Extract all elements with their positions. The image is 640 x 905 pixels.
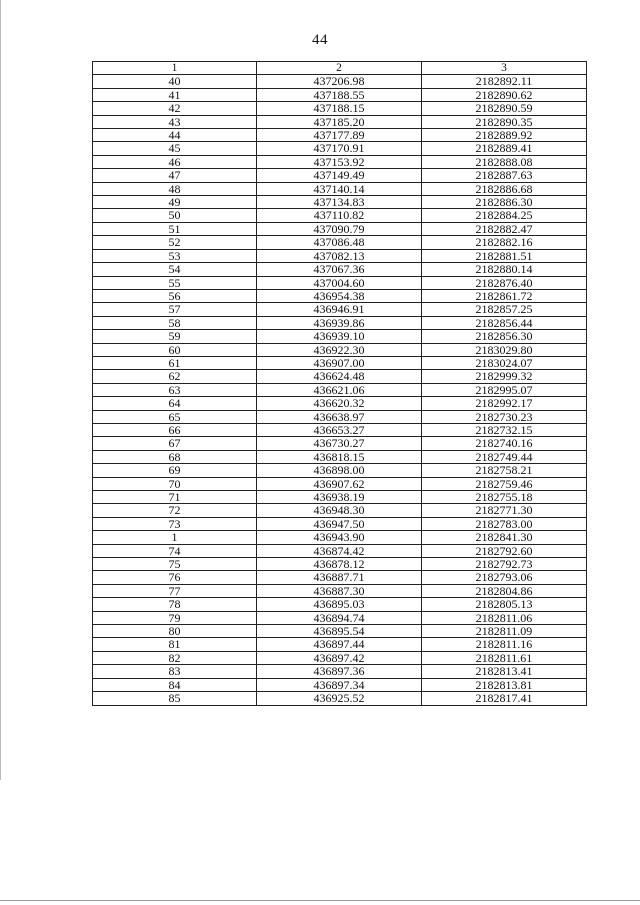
y-coordinate-cell: 2182805.13 — [422, 598, 587, 611]
point-number-cell: 48 — [93, 182, 257, 195]
point-number-cell: 85 — [93, 692, 257, 705]
point-number-cell: 40 — [93, 75, 257, 88]
coordinates-table — [92, 61, 587, 706]
x-coordinate-cell: 436946.91 — [257, 303, 422, 316]
x-coordinate-cell: 436620.32 — [257, 397, 422, 410]
x-coordinate-cell: 437206.98 — [257, 75, 422, 88]
x-coordinate-cell: 436621.06 — [257, 383, 422, 396]
point-number-cell: 84 — [93, 678, 257, 691]
table-row — [93, 169, 587, 182]
table-row — [93, 383, 587, 396]
y-coordinate-cell: 2182884.25 — [422, 209, 587, 222]
y-coordinate-cell: 2182992.17 — [422, 397, 587, 410]
x-coordinate-cell: 436878.12 — [257, 558, 422, 571]
x-coordinate-cell: 436948.30 — [257, 504, 422, 517]
point-number-cell: 75 — [93, 558, 257, 571]
y-coordinate-cell: 2182804.86 — [422, 584, 587, 597]
y-coordinate-cell: 2182886.30 — [422, 196, 587, 209]
x-coordinate-cell: 436954.38 — [257, 289, 422, 302]
page-number: 44 — [312, 32, 328, 48]
point-number-cell: 58 — [93, 316, 257, 329]
table-row — [93, 75, 587, 88]
x-coordinate-cell: 436887.30 — [257, 584, 422, 597]
y-coordinate-cell: 2182856.30 — [422, 330, 587, 343]
point-number-cell: 59 — [93, 330, 257, 343]
y-coordinate-cell: 2182732.15 — [422, 423, 587, 436]
point-number-cell: 57 — [93, 303, 257, 316]
y-coordinate-cell: 2182887.63 — [422, 169, 587, 182]
point-number-cell: 64 — [93, 397, 257, 410]
x-coordinate-cell: 436925.52 — [257, 692, 422, 705]
table-row — [93, 356, 587, 369]
x-coordinate-cell: 437149.49 — [257, 169, 422, 182]
point-number-cell: 79 — [93, 611, 257, 624]
point-number-cell: 63 — [93, 383, 257, 396]
y-coordinate-cell: 2182890.62 — [422, 88, 587, 101]
y-coordinate-cell: 2182888.08 — [422, 155, 587, 168]
table-row — [93, 142, 587, 155]
table-row — [93, 155, 587, 168]
column-header: 3 — [422, 62, 587, 75]
y-coordinate-cell: 2182740.16 — [422, 437, 587, 450]
x-coordinate-cell: 437153.92 — [257, 155, 422, 168]
x-coordinate-cell: 437086.48 — [257, 236, 422, 249]
y-coordinate-cell: 2182813.41 — [422, 665, 587, 678]
y-coordinate-cell: 2182755.18 — [422, 491, 587, 504]
y-coordinate-cell: 2182811.61 — [422, 651, 587, 664]
table-row — [93, 115, 587, 128]
y-coordinate-cell: 2182880.14 — [422, 263, 587, 276]
y-coordinate-cell: 2182817.41 — [422, 692, 587, 705]
point-number-cell: 74 — [93, 544, 257, 557]
table-row — [93, 665, 587, 678]
table-row — [93, 276, 587, 289]
point-number-cell: 62 — [93, 370, 257, 383]
table-row — [93, 558, 587, 571]
table-row — [93, 370, 587, 383]
table-row — [93, 410, 587, 423]
point-number-cell: 67 — [93, 437, 257, 450]
x-coordinate-cell: 436897.36 — [257, 665, 422, 678]
table-row — [93, 196, 587, 209]
point-number-cell: 65 — [93, 410, 257, 423]
x-coordinate-cell: 437004.60 — [257, 276, 422, 289]
x-coordinate-cell: 436894.74 — [257, 611, 422, 624]
x-coordinate-cell: 437134.83 — [257, 196, 422, 209]
x-coordinate-cell: 436943.90 — [257, 531, 422, 544]
table-row — [93, 464, 587, 477]
table-row — [93, 611, 587, 624]
table-row — [93, 263, 587, 276]
point-number-cell: 77 — [93, 584, 257, 597]
table-body — [93, 75, 587, 705]
table-row — [93, 289, 587, 302]
table-row — [93, 477, 587, 490]
table-row — [93, 437, 587, 450]
x-coordinate-cell: 437177.89 — [257, 129, 422, 142]
table-row — [93, 450, 587, 463]
point-number-cell: 71 — [93, 491, 257, 504]
x-coordinate-cell: 437090.79 — [257, 222, 422, 235]
x-coordinate-cell: 437082.13 — [257, 249, 422, 262]
y-coordinate-cell: 2182890.59 — [422, 102, 587, 115]
y-coordinate-cell: 2182813.81 — [422, 678, 587, 691]
y-coordinate-cell: 2182995.07 — [422, 383, 587, 396]
x-coordinate-cell: 436653.27 — [257, 423, 422, 436]
point-number-cell: 72 — [93, 504, 257, 517]
y-coordinate-cell: 2183024.07 — [422, 356, 587, 369]
y-coordinate-cell: 2182841.30 — [422, 531, 587, 544]
x-coordinate-cell: 436895.03 — [257, 598, 422, 611]
point-number-cell: 44 — [93, 129, 257, 142]
table-row — [93, 678, 587, 691]
point-number-cell: 54 — [93, 263, 257, 276]
scan-edge-line — [0, 0, 1, 780]
y-coordinate-cell: 2182792.60 — [422, 544, 587, 557]
table-row — [93, 504, 587, 517]
y-coordinate-cell: 2182811.09 — [422, 625, 587, 638]
y-coordinate-cell: 2182811.16 — [422, 638, 587, 651]
point-number-cell: 55 — [93, 276, 257, 289]
table-row — [93, 330, 587, 343]
table-row — [93, 692, 587, 705]
y-coordinate-cell: 2182889.92 — [422, 129, 587, 142]
y-coordinate-cell: 2182892.11 — [422, 75, 587, 88]
table-row — [93, 651, 587, 664]
point-number-cell: 76 — [93, 571, 257, 584]
x-coordinate-cell: 436897.42 — [257, 651, 422, 664]
y-coordinate-cell: 2182783.00 — [422, 517, 587, 530]
y-coordinate-cell: 2182999.32 — [422, 370, 587, 383]
x-coordinate-cell: 436897.44 — [257, 638, 422, 651]
x-coordinate-cell: 436947.50 — [257, 517, 422, 530]
point-number-cell: 68 — [93, 450, 257, 463]
x-coordinate-cell: 437185.20 — [257, 115, 422, 128]
x-coordinate-cell: 436624.48 — [257, 370, 422, 383]
x-coordinate-cell: 436907.00 — [257, 356, 422, 369]
x-coordinate-cell: 436898.00 — [257, 464, 422, 477]
y-coordinate-cell: 2182856.44 — [422, 316, 587, 329]
table-row — [93, 397, 587, 410]
point-number-cell: 69 — [93, 464, 257, 477]
y-coordinate-cell: 2183029.80 — [422, 343, 587, 356]
point-number-cell: 73 — [93, 517, 257, 530]
y-coordinate-cell: 2182886.68 — [422, 182, 587, 195]
x-coordinate-cell: 436939.10 — [257, 330, 422, 343]
x-coordinate-cell: 437140.14 — [257, 182, 422, 195]
table-row — [93, 625, 587, 638]
x-coordinate-cell: 436922.30 — [257, 343, 422, 356]
y-coordinate-cell: 2182882.16 — [422, 236, 587, 249]
point-number-cell: 53 — [93, 249, 257, 262]
x-coordinate-cell: 437170.91 — [257, 142, 422, 155]
x-coordinate-cell: 436874.42 — [257, 544, 422, 557]
table-row — [93, 544, 587, 557]
point-number-cell: 56 — [93, 289, 257, 302]
table-row — [93, 598, 587, 611]
point-number-cell: 41 — [93, 88, 257, 101]
x-coordinate-cell: 436818.15 — [257, 450, 422, 463]
point-number-cell: 82 — [93, 651, 257, 664]
table-row — [93, 316, 587, 329]
y-coordinate-cell: 2182758.21 — [422, 464, 587, 477]
column-header: 1 — [93, 62, 257, 75]
point-number-cell: 42 — [93, 102, 257, 115]
point-number-cell: 60 — [93, 343, 257, 356]
column-header: 2 — [257, 62, 422, 75]
y-coordinate-cell: 2182792.73 — [422, 558, 587, 571]
table-row — [93, 584, 587, 597]
table-row — [93, 102, 587, 115]
x-coordinate-cell: 436638.97 — [257, 410, 422, 423]
table-row — [93, 209, 587, 222]
scan-bottom-line — [0, 900, 640, 901]
point-number-cell: 52 — [93, 236, 257, 249]
y-coordinate-cell: 2182730.23 — [422, 410, 587, 423]
table-row — [93, 531, 587, 544]
point-number-cell: 47 — [93, 169, 257, 182]
point-number-cell: 61 — [93, 356, 257, 369]
table-row — [93, 182, 587, 195]
y-coordinate-cell: 2182881.51 — [422, 249, 587, 262]
x-coordinate-cell: 437110.82 — [257, 209, 422, 222]
point-number-cell: 78 — [93, 598, 257, 611]
table-row — [93, 129, 587, 142]
x-coordinate-cell: 437188.55 — [257, 88, 422, 101]
table-row — [93, 249, 587, 262]
point-number-cell: 83 — [93, 665, 257, 678]
point-number-cell: 1 — [93, 531, 257, 544]
table-row — [93, 303, 587, 316]
table-row — [93, 343, 587, 356]
y-coordinate-cell: 2182857.25 — [422, 303, 587, 316]
y-coordinate-cell: 2182861.72 — [422, 289, 587, 302]
point-number-cell: 81 — [93, 638, 257, 651]
x-coordinate-cell: 436730.27 — [257, 437, 422, 450]
point-number-cell: 66 — [93, 423, 257, 436]
x-coordinate-cell: 437188.15 — [257, 102, 422, 115]
x-coordinate-cell: 436897.34 — [257, 678, 422, 691]
y-coordinate-cell: 2182759.46 — [422, 477, 587, 490]
table-row — [93, 222, 587, 235]
point-number-cell: 43 — [93, 115, 257, 128]
table-row — [93, 236, 587, 249]
point-number-cell: 70 — [93, 477, 257, 490]
point-number-cell: 51 — [93, 222, 257, 235]
y-coordinate-cell: 2182771.30 — [422, 504, 587, 517]
y-coordinate-cell: 2182876.40 — [422, 276, 587, 289]
x-coordinate-cell: 436938.19 — [257, 491, 422, 504]
y-coordinate-cell: 2182890.35 — [422, 115, 587, 128]
table-row — [93, 517, 587, 530]
y-coordinate-cell: 2182889.41 — [422, 142, 587, 155]
point-number-cell: 46 — [93, 155, 257, 168]
table-row — [93, 423, 587, 436]
table-header-row — [93, 62, 587, 75]
y-coordinate-cell: 2182882.47 — [422, 222, 587, 235]
y-coordinate-cell: 2182811.06 — [422, 611, 587, 624]
table-row — [93, 571, 587, 584]
point-number-cell: 50 — [93, 209, 257, 222]
y-coordinate-cell: 2182793.06 — [422, 571, 587, 584]
x-coordinate-cell: 436895.54 — [257, 625, 422, 638]
x-coordinate-cell: 436887.71 — [257, 571, 422, 584]
x-coordinate-cell: 436907.62 — [257, 477, 422, 490]
table-row — [93, 638, 587, 651]
point-number-cell: 80 — [93, 625, 257, 638]
point-number-cell: 45 — [93, 142, 257, 155]
x-coordinate-cell: 437067.36 — [257, 263, 422, 276]
point-number-cell: 49 — [93, 196, 257, 209]
table-row — [93, 491, 587, 504]
table-row — [93, 88, 587, 101]
y-coordinate-cell: 2182749.44 — [422, 450, 587, 463]
x-coordinate-cell: 436939.86 — [257, 316, 422, 329]
